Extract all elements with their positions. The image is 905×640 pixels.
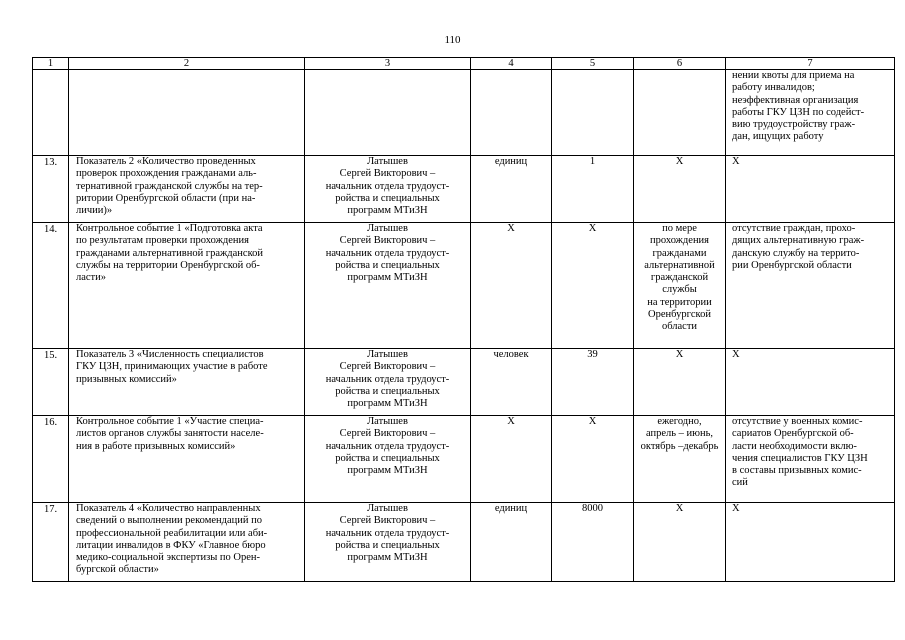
risk-cell: Х: [726, 349, 895, 416]
indicator-name: Показатель 4 «Количество направленных сведений о выполнении рекомендаций по профессиональной реабилитации или аби- литации инвалидов в ФКУ «Главное бюро медико-социальной экспертизы по Орен- бургской области»: [69, 503, 305, 582]
cell-empty: [33, 70, 69, 156]
value-cell: 39: [552, 349, 634, 416]
column-header: 5: [552, 58, 634, 70]
risk-cell: нении квоты для приема на работу инвалидов; неэффективная организация работы ГКУ ЦЗН по содейст- вию трудоустройству граж- дан, ищущих работу: [726, 70, 895, 156]
column-header: 3: [305, 58, 471, 70]
row-number: 17.: [33, 503, 69, 582]
indicator-name: Показатель 3 «Численность специалистов ГКУ ЦЗН, принимающих участие в работе призывных комиссий»: [69, 349, 305, 416]
term-cell: по мере прохождения гражданами альтернативной гражданской службы на территории Оренбургской области: [634, 223, 726, 349]
risk-cell: Х: [726, 156, 895, 223]
responsible-person: Латышев Сергей Викторович – начальник отдела трудоуст- ройства и специальных программ МТиЗН: [305, 223, 471, 349]
responsible-person: Латышев Сергей Викторович – начальник отдела трудоуст- ройства и специальных программ МТиЗН: [305, 416, 471, 503]
cell-empty: [634, 70, 726, 156]
row-number: 13.: [33, 156, 69, 223]
header-row: [33, 58, 895, 70]
indicator-name: Контрольное событие 1 «Участие специа- листов органов службы занятости населе- ния в работе призывных комиссий»: [69, 416, 305, 503]
value-cell: Х: [552, 223, 634, 349]
value-cell: 1: [552, 156, 634, 223]
cell-empty: [305, 70, 471, 156]
unit-cell: единиц: [471, 503, 552, 582]
unit-cell: Х: [471, 416, 552, 503]
plan-table: [32, 57, 895, 582]
term-cell: Х: [634, 156, 726, 223]
indicator-name: Показатель 2 «Количество проведенных проверок прохождения гражданами аль- тернативной гражданской службы на тер- ритории Оренбургской области (при на- личии)»: [69, 156, 305, 223]
column-header: 1: [33, 58, 69, 70]
table-row: [33, 349, 895, 416]
cell-empty: [552, 70, 634, 156]
value-cell: 8000: [552, 503, 634, 582]
unit-cell: единиц: [471, 156, 552, 223]
responsible-person: Латышев Сергей Викторович – начальник отдела трудоуст- ройства и специальных программ МТиЗН: [305, 349, 471, 416]
term-cell: Х: [634, 503, 726, 582]
column-header: 6: [634, 58, 726, 70]
unit-cell: человек: [471, 349, 552, 416]
value-cell: Х: [552, 416, 634, 503]
row-number: 15.: [33, 349, 69, 416]
table-row: [33, 156, 895, 223]
term-cell: ежегодно, апрель – июнь, октябрь –декабрь: [634, 416, 726, 503]
risk-cell: отсутствие у военных комис- сариатов Оренбургской об- ласти необходимости вклю- чения специалистов ГКУ ЦЗН в составы призывных комис- сий: [726, 416, 895, 503]
column-header: 4: [471, 58, 552, 70]
responsible-person: Латышев Сергей Викторович – начальник отдела трудоуст- ройства и специальных программ МТиЗН: [305, 503, 471, 582]
column-header: 2: [69, 58, 305, 70]
cell-empty: [69, 70, 305, 156]
row-number: 16.: [33, 416, 69, 503]
unit-cell: Х: [471, 223, 552, 349]
table-row: [33, 503, 895, 582]
cell-empty: [471, 70, 552, 156]
responsible-person: Латышев Сергей Викторович – начальник отдела трудоуст- ройства и специальных программ МТиЗН: [305, 156, 471, 223]
table-row: [33, 223, 895, 349]
page-number: 110: [444, 34, 461, 46]
continuation-row: [33, 70, 895, 156]
term-cell: Х: [634, 349, 726, 416]
row-number: 14.: [33, 223, 69, 349]
risk-cell: Х: [726, 503, 895, 582]
indicator-name: Контрольное событие 1 «Подготовка акта по результатам проверки прохождения гражданами альтернативной гражданской службы на территории Оренбургской об- ласти»: [69, 223, 305, 349]
table-row: [33, 416, 895, 503]
risk-cell: отсутствие граждан, прохо- дящих альтернативную граж- данскую службу на террито- рии Оренбургской области: [726, 223, 895, 349]
column-header: 7: [726, 58, 895, 70]
